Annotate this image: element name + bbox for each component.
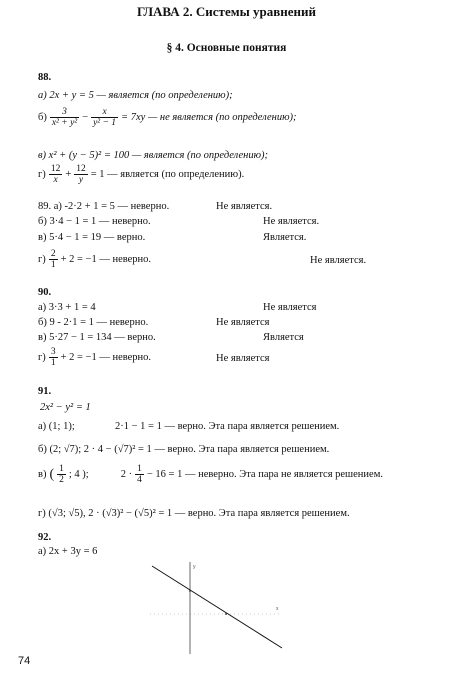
problem-88-b-fraction-2 xyxy=(91,107,118,128)
problem-90-v: в) 5·27 − 1 = 134 — верно. xyxy=(38,332,156,343)
problem-91-v-fraction xyxy=(57,464,66,485)
chapter-title: ГЛАВА 2. Системы уравнений xyxy=(137,4,316,19)
problem-89-a: 89. а) -2·2 + 1 = 5 — неверно. xyxy=(38,201,170,212)
problem-91-a-check: 2·1 − 1 = 1 — верно. Эта пара является решением. xyxy=(115,421,340,432)
problem-90-g-fraction xyxy=(49,347,58,368)
problem-90-v-verdict: Является xyxy=(263,332,304,343)
problem-90-g-label: г) xyxy=(38,351,46,363)
fraction-numerator: 1 xyxy=(59,464,64,474)
problem-91-v-pair-rest: ; 4 ); xyxy=(68,468,89,480)
fraction-numerator: x xyxy=(91,107,118,118)
section-title: § 4. Основные понятия xyxy=(166,42,287,54)
fraction-denominator: x xyxy=(53,175,58,185)
problem-88-b xyxy=(38,107,297,128)
fraction-denominator: 1 xyxy=(50,260,56,270)
problem-88-g-rest: = 1 — является (по определению). xyxy=(90,168,245,180)
problem-90-g xyxy=(38,347,151,368)
problem-88-b-fraction-1 xyxy=(50,107,79,128)
problem-89-b: б) 3·4 − 1 = 1 — неверно. xyxy=(38,216,151,227)
problem-91-a: а) (1; 1); xyxy=(38,421,75,432)
problem-90-g-rest: + 2 = −1 — неверно. xyxy=(60,351,152,363)
fraction-denominator: y xyxy=(78,175,84,185)
problem-88-v: в) x² + (y − 5)² = 100 — является (по определению); xyxy=(38,150,269,161)
fraction-numerator: 12 xyxy=(50,164,61,174)
fraction-denominator: 4 xyxy=(137,475,142,485)
problem-90-b: б) 9 - 2·1 = 1 — неверно. xyxy=(38,317,149,328)
problem-89-v: в) 5·4 − 1 = 19 — верно. xyxy=(38,232,146,243)
problem-90-a-verdict: Не является xyxy=(263,302,317,313)
problem-91-v-label: в) xyxy=(38,468,47,480)
x-axis-label: x xyxy=(276,606,279,612)
problem-91-v xyxy=(38,464,383,485)
problem-88-b-rest: = 7xy — не является (по определению); xyxy=(121,111,297,123)
fraction-denominator: y² − 1 xyxy=(93,118,117,128)
problem-92-a: а) 2x + 3y = 6 xyxy=(38,546,98,557)
problem-91-g: г) (√3; √5), 2 · (√3)² − (√5)² = 1 — верно. Эта пара является решением. xyxy=(38,508,350,519)
fraction-numerator: 1 xyxy=(137,464,142,474)
fraction-denominator: x² + y² xyxy=(51,118,78,128)
problem-91-v-expr-prefix: 2 · xyxy=(120,468,133,480)
problem-91-system: 2x² − y² = 1 xyxy=(40,402,91,413)
problem-91-v-expr-rest: − 16 = 1 — неверно. Эта пара не является решением. xyxy=(146,468,383,480)
plus-sign: + xyxy=(65,168,72,180)
problem-89-a-verdict: Не является. xyxy=(216,201,273,212)
problem-88-g-fraction-2 xyxy=(74,164,88,185)
problem-90-a: а) 3·3 + 1 = 4 xyxy=(38,302,96,313)
problem-88-g xyxy=(38,164,244,185)
problem-90-g-verdict: Не является xyxy=(216,353,270,364)
fraction-denominator: 1 xyxy=(50,358,56,368)
problem-89-g-fraction xyxy=(49,249,58,270)
problem-89-g-verdict: Не является. xyxy=(310,255,367,266)
problem-88-g-label: г) xyxy=(38,168,46,180)
line-2x-plus-3y-eq-6 xyxy=(152,566,282,648)
problem-89-b-verdict: Не является. xyxy=(263,216,320,227)
fraction-numerator: 3 xyxy=(50,347,56,357)
minus-sign: − xyxy=(82,111,89,123)
problem-88-a: а) 2x + y = 5 — является (по определению); xyxy=(38,90,233,101)
open-paren: ( xyxy=(49,466,55,482)
problem-91-number: 91. xyxy=(38,386,52,397)
problem-91-b: б) (2; √7); 2 · 4 − (√7)² = 1 — верно. Эта пара является решением. xyxy=(38,444,330,455)
page-number: 74 xyxy=(18,655,31,667)
problem-89-g xyxy=(38,249,151,270)
y-axis-label: y xyxy=(193,564,196,570)
fraction-numerator: 12 xyxy=(76,164,86,174)
problem-92-number: 92. xyxy=(38,532,52,543)
fraction-numerator: 2 xyxy=(50,249,56,259)
problem-92-graph xyxy=(140,558,290,658)
problem-88-g-fraction-1 xyxy=(49,164,63,185)
problem-88-b-label: б) xyxy=(38,111,47,123)
problem-88-number: 88. xyxy=(38,72,52,83)
problem-91-v-expr-fraction xyxy=(135,464,144,485)
problem-89-g-rest: + 2 = −1 — неверно. xyxy=(60,253,152,265)
problem-90-number: 90. xyxy=(38,287,52,298)
fraction-denominator: 2 xyxy=(59,475,64,485)
fraction-numerator: 3 xyxy=(50,107,79,118)
problem-89-g-label: г) xyxy=(38,253,46,265)
problem-89-v-verdict: Является. xyxy=(263,232,307,243)
problem-90-b-verdict: Не является xyxy=(216,317,270,328)
